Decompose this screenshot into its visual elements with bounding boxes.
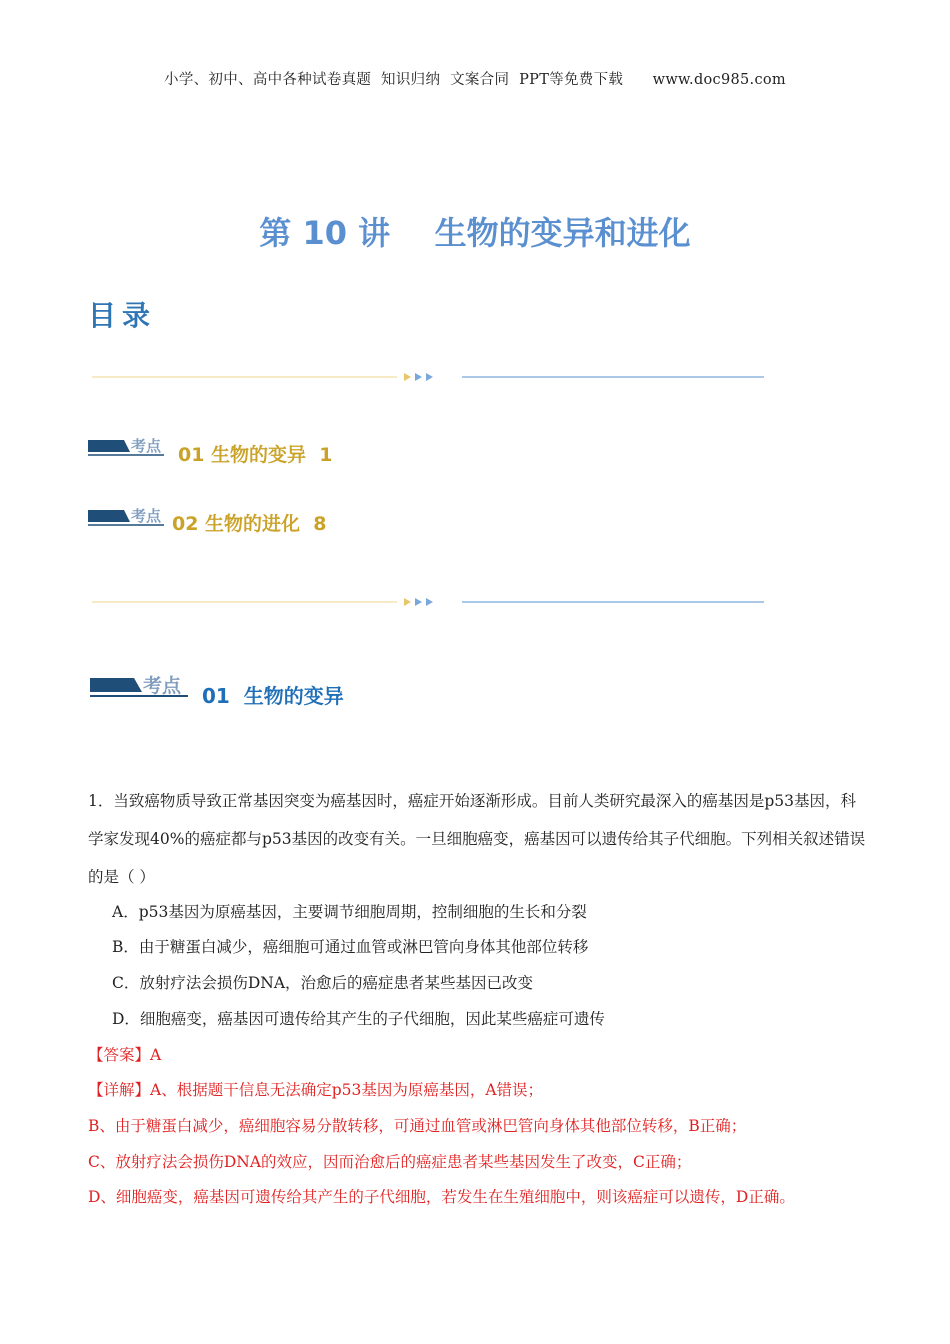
answer: 【答案】A — [88, 1046, 162, 1064]
section-title: 01 生物的变异 — [202, 684, 344, 708]
badge-label: 考点 — [142, 675, 182, 697]
toc-item-2[interactable]: 02 生物的进化 8 — [172, 513, 327, 535]
kaodian-badge-icon — [88, 506, 164, 528]
divider-bottom — [92, 596, 764, 608]
toc-heading: 目录 — [88, 299, 157, 332]
page-header: 小学、初中、高中各种试卷真题 知识归纳 文案合同 PPT等免费下载 www.doc985.com — [164, 72, 786, 88]
analysis-line-2: B、由于糖蛋白减少，癌细胞容易分散转移，可通过血管或淋巴管向身体其他部位转移，B正确； — [88, 1117, 747, 1135]
option-d: D．细胞癌变，癌基因可遗传给其产生的子代细胞，因此某些癌症可遗传 — [112, 1010, 605, 1028]
divider-top — [92, 371, 764, 383]
kaodian-section-badge-icon — [90, 672, 188, 700]
option-a: A．p53基因为原癌基因，主要调节细胞周期，控制细胞的生长和分裂 — [112, 903, 587, 921]
option-c: C．放射疗法会损伤DNA，治愈后的癌症患者某些基因已改变 — [112, 974, 534, 992]
analysis-line-3: C、放射疗法会损伤DNA的效应，因而治愈后的癌症患者某些基因发生了改变，C正确； — [88, 1153, 692, 1171]
badge-label: 考点 — [130, 507, 162, 525]
kaodian-badge-icon — [88, 436, 164, 458]
analysis-line-4: D、细胞癌变，癌基因可遗传给其产生的子代细胞，若发生在生殖细胞中，则该癌症可以遗传，D正确。 — [88, 1188, 795, 1206]
page-title: 第 10 讲 生物的变异和进化 — [259, 214, 691, 252]
badge-label: 考点 — [130, 437, 162, 455]
question-stem: 1．当致癌物质导致正常基因突变为癌基因时，癌症开始逐渐形成。目前人类研究最深入的癌基因是p53基因，科学家发现40%的癌症都与p53基因的改变有关。一旦细胞癌变，癌基因可以遗传给其子代细胞。下列相关叙述错误的是（ ） — [88, 792, 866, 886]
toc-item-1[interactable]: 01 生物的变异 1 — [178, 444, 333, 466]
option-b: B．由于糖蛋白减少，癌细胞可通过血管或淋巴管向身体其他部位转移 — [112, 938, 589, 956]
analysis-line-1: 【详解】A、根据题干信息无法确定p53基因为原癌基因，A错误； — [88, 1081, 544, 1099]
